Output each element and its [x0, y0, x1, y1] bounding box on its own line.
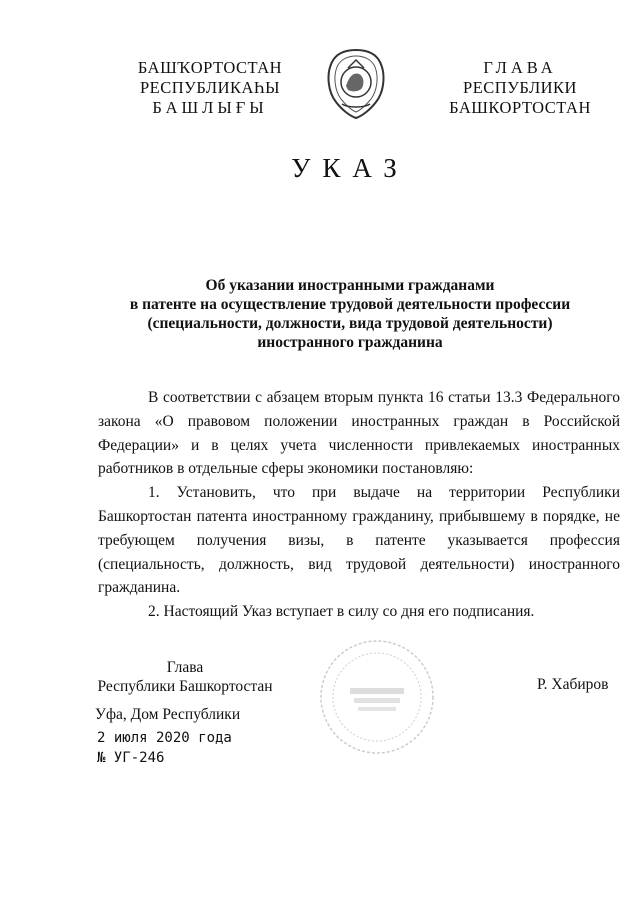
document-subject	[100, 276, 600, 352]
document-date: 2 июля 2020 года	[97, 730, 232, 746]
signatory-name: Р. Хабиров	[537, 676, 609, 693]
paragraph: В соответствии с абзацем вторым пункта 16 статьи 13.3 Федерального закона «О правовом положении иностранных граждан в Российской Федерации» и в целях учета численности привлекаемых иностранных работников в отдельные сферы экономики постановляю:	[98, 389, 620, 478]
header-left-line: РЕСПУБЛИКАҺЫ	[139, 78, 281, 97]
paragraph: 1. Установить, что при выдаче на территории Республики Башкортостан патента иностранному гражданину, прибывшему в порядке, не требующем получения визы, в патенте указывается профессия (специальность, должность, вид трудовой деятельности) иностранного гражданина.	[98, 484, 620, 597]
header-right-line: ГЛАВА	[483, 58, 557, 77]
document-body	[98, 386, 620, 624]
paragraph: 2. Настоящий Указ вступает в силу со дня его подписания.	[148, 603, 535, 621]
official-stamp-icon	[318, 638, 436, 756]
header-right-title	[430, 58, 610, 118]
bashkortostan-emblem-icon	[318, 46, 394, 122]
document-date-block	[97, 728, 232, 768]
header-right-line: РЕСПУБЛИКИ	[463, 78, 577, 97]
signatory-title-line: Глава	[166, 659, 204, 676]
header-left-title	[110, 58, 310, 118]
subject-line: (специальности, должности, вида трудовой деятельности)	[147, 315, 553, 332]
subject-line: иностранного гражданина	[257, 334, 443, 351]
header-left-line: БАШЛЫҒЫ	[152, 98, 268, 117]
subject-line: в патенте на осуществление трудовой деятельности профессии	[129, 296, 571, 313]
header-right-line: БАШКОРТОСТАН	[449, 98, 591, 117]
header-left-line: БАШҠОРТОСТАН	[137, 58, 283, 77]
subject-line: Об указании иностранными гражданами	[205, 277, 495, 294]
signatory-title	[95, 658, 275, 696]
document-title: УКАЗ	[291, 153, 409, 183]
signing-place: Уфа, Дом Республики	[95, 706, 241, 723]
document-number: № УГ-246	[97, 750, 165, 766]
signatory-title-line: Республики Башкортостан	[97, 678, 273, 695]
